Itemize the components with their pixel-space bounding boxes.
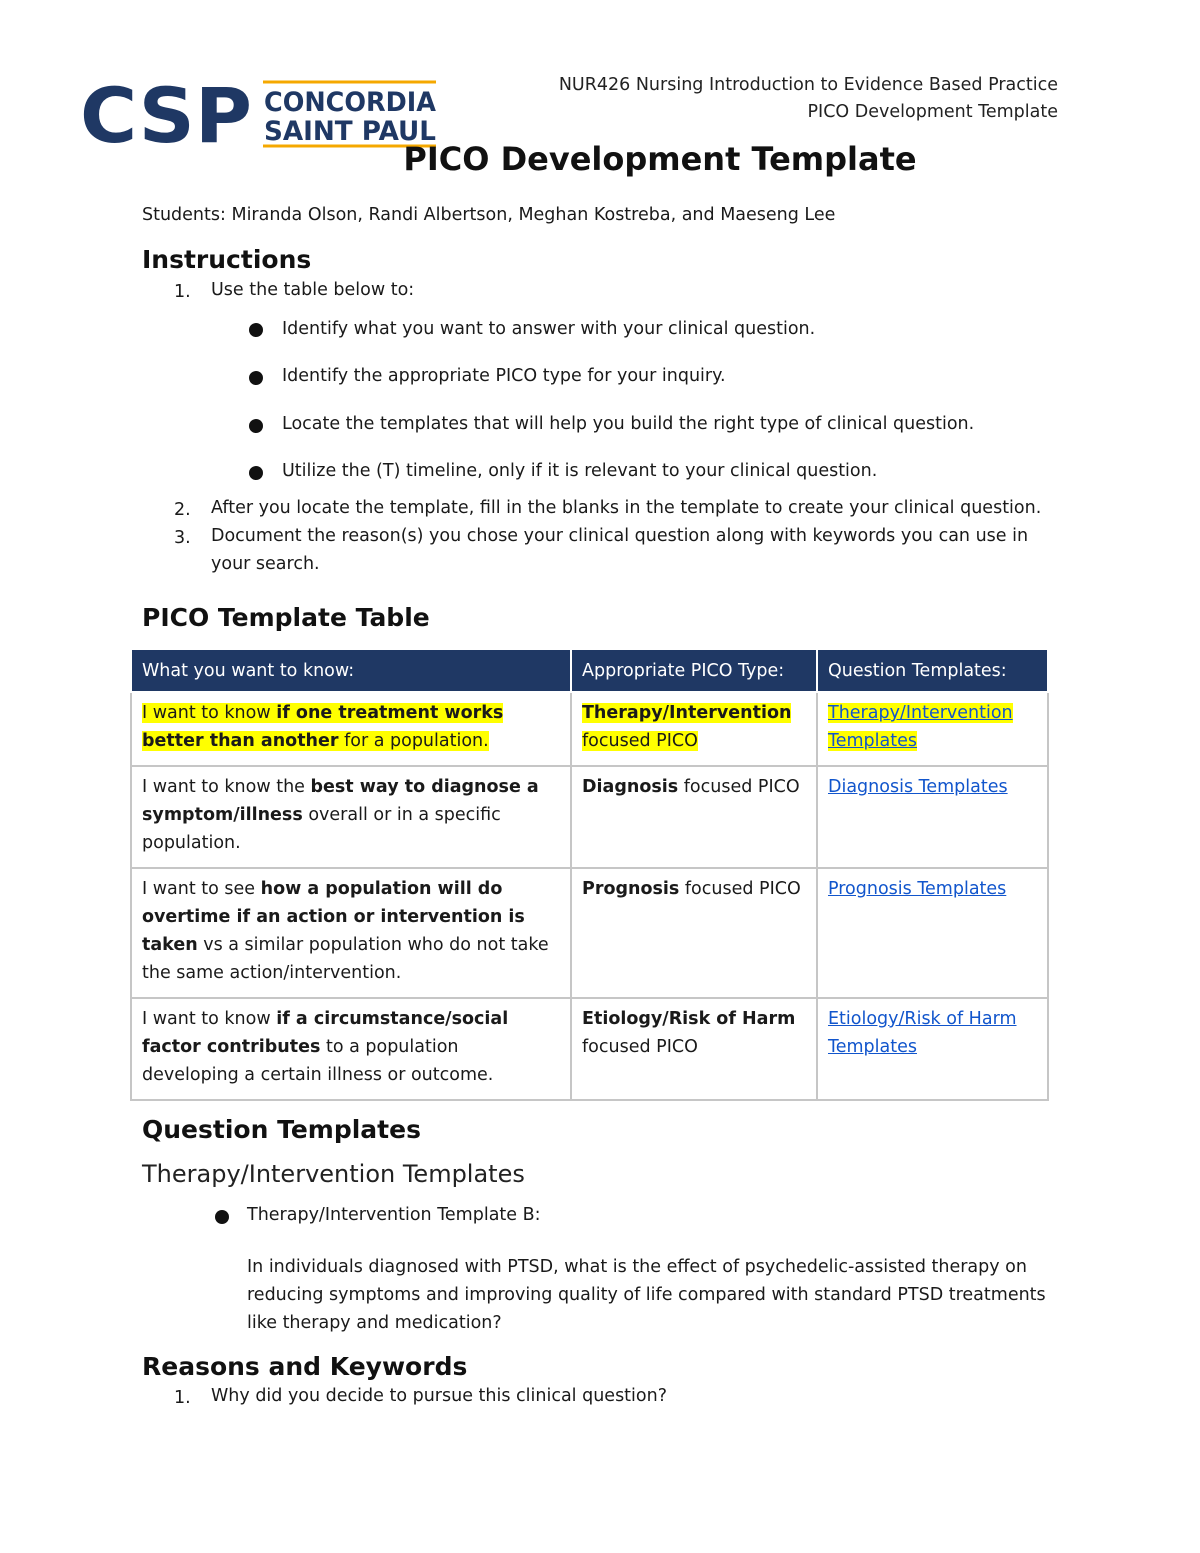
logo-line1: CONCORDIA <box>264 87 436 118</box>
diagnosis-templates-link[interactable]: Diagnosis Templates <box>828 777 1008 797</box>
list-item: Locate the templates that will help you build the right type of clinical question. <box>282 414 975 434</box>
bullet-icon <box>249 371 263 385</box>
clinical-question: In individuals diagnosed with PTSD, what is the effect of psychedelic-assisted therapy on reducing symptoms and improving quality of life compared with standard PTSD treatments like therapy and medication? <box>247 1257 1046 1333</box>
template-cell <box>817 692 1048 766</box>
type-cell: Diagnosis focused PICO <box>571 766 817 868</box>
bullet-icon <box>215 1210 229 1224</box>
therapy-templates-subheading: Therapy/Intervention Templates <box>142 1160 525 1188</box>
reasons-heading: Reasons and Keywords <box>142 1352 468 1381</box>
table-row <box>131 692 1048 766</box>
instructions-heading: Instructions <box>142 245 312 274</box>
logo-letters: CSP <box>80 80 252 148</box>
prognosis-templates-link[interactable]: Prognosis Templates <box>828 879 1007 899</box>
template-b-label: Therapy/Intervention Template B: <box>247 1205 541 1225</box>
page-title: PICO Development Template <box>403 140 917 178</box>
table-header-row <box>131 650 1048 692</box>
type-cell: Etiology/Risk of Harm focused PICO <box>571 998 817 1100</box>
therapy-templates-link[interactable]: Therapy/Intervention Templates <box>828 703 1013 751</box>
bullet-icon <box>249 419 263 433</box>
type-cell: Prognosis focused PICO <box>571 868 817 998</box>
table-row <box>131 766 1048 868</box>
bullet-icon <box>249 466 263 480</box>
list-item: Utilize the (T) timeline, only if it is relevant to your clinical question. <box>282 461 878 481</box>
etiology-templates-link[interactable]: Etiology/Risk of Harm Templates <box>828 1009 1017 1057</box>
know-cell: I want to see how a population will do overtime if an action or intervention is taken vs a similar population who do not take the same action/intervention. <box>131 868 571 998</box>
students-line: Students: Miranda Olson, Randi Albertson, Meghan Kostreba, and Maeseng Lee <box>142 205 836 225</box>
know-cell: I want to know if one treatment works better than another for a population. <box>131 692 571 766</box>
list-item: Document the reason(s) you chose your clinical question along with keywords you can use in your search. <box>211 526 1029 574</box>
template-cell <box>817 766 1048 868</box>
list-item: After you locate the template, fill in the blanks in the template to create your clinical question. <box>211 498 1042 518</box>
list-item: Identify the appropriate PICO type for your inquiry. <box>282 366 726 386</box>
header-doc-name: PICO Development Template <box>807 102 1058 122</box>
list-item: Why did you decide to pursue this clinical question? <box>211 1386 667 1406</box>
bullet-icon <box>249 323 263 337</box>
list-number: 1. <box>174 1388 191 1408</box>
list-number: 3. <box>174 528 191 548</box>
header-course: NUR426 Nursing Introduction to Evidence Based Practice <box>558 75 1058 95</box>
question-templates-heading: Question Templates <box>142 1115 421 1144</box>
type-cell: Therapy/Intervention focused PICO <box>571 692 817 766</box>
column-header: Question Templates: <box>817 650 1048 692</box>
concordia-saint-paul-logo <box>80 80 436 148</box>
list-number: 1. <box>174 282 191 302</box>
table-row <box>131 868 1048 998</box>
template-cell <box>817 998 1048 1100</box>
know-cell: I want to know the best way to diagnose a symptom/illness overall or in a specific population. <box>131 766 571 868</box>
table-row <box>131 998 1048 1100</box>
column-header: What you want to know: <box>131 650 571 692</box>
template-cell <box>817 868 1048 998</box>
column-header: Appropriate PICO Type: <box>571 650 817 692</box>
table-heading: PICO Template Table <box>142 603 430 632</box>
list-item: Use the table below to: <box>211 280 415 300</box>
know-cell: I want to know if a circumstance/social factor contributes to a population developing a certain illness or outcome. <box>131 998 571 1100</box>
list-item: Identify what you want to answer with your clinical question. <box>282 319 816 339</box>
logo-line2: SAINT PAUL <box>264 116 436 147</box>
list-number: 2. <box>174 500 191 520</box>
pico-template-table <box>130 650 1049 1101</box>
